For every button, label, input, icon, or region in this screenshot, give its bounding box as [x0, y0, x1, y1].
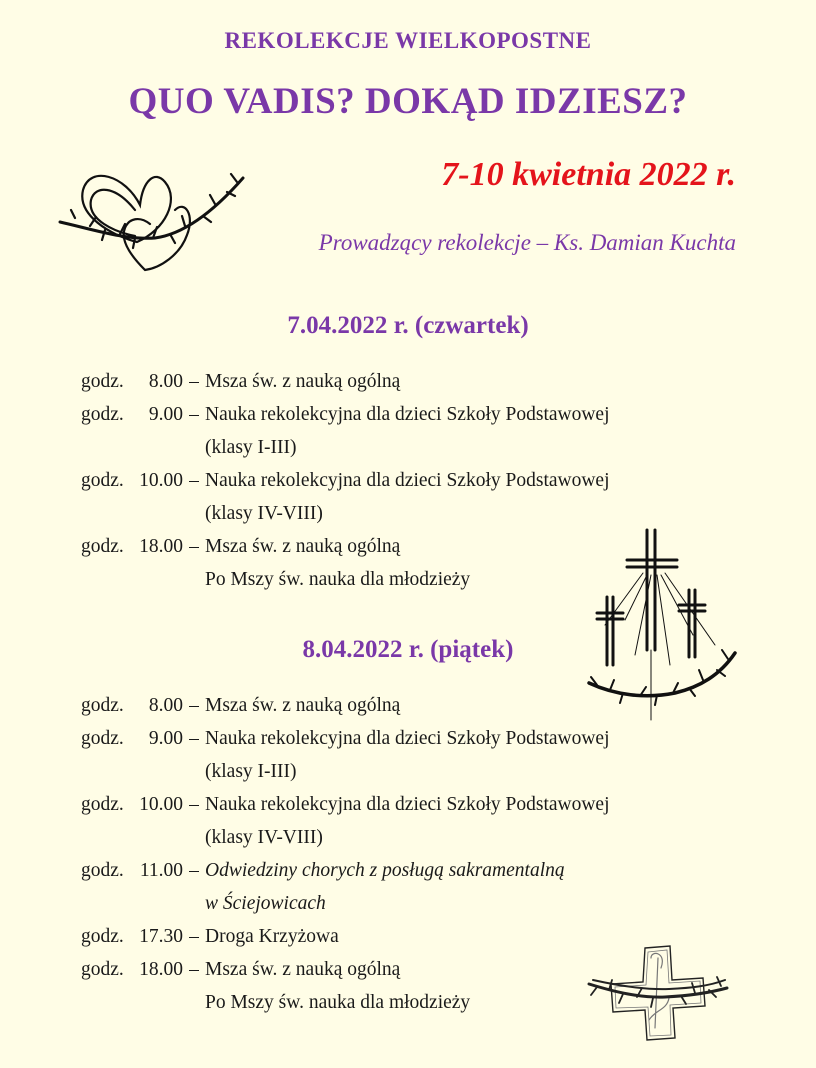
entry-time: 9.00	[148, 728, 183, 749]
schedule-entry	[81, 467, 701, 500]
subtitle: REKOLEKCJE WIELKOPOSTNE	[224, 28, 592, 53]
entry-time: 17.30	[139, 926, 183, 947]
entry-time: 8.00	[148, 371, 183, 392]
schedule-entry	[81, 401, 701, 434]
hour-prefix: godz.	[81, 860, 124, 881]
entry-dash: –	[189, 371, 199, 392]
date-range: 7-10 kwietnia 2022 r.	[441, 156, 736, 193]
hour-prefix: godz.	[81, 470, 124, 491]
schedule-entry-continuation	[81, 434, 701, 467]
entry-time: 9.00	[148, 404, 183, 425]
entry-description: Msza św. z nauką ogólną	[205, 536, 401, 557]
entry-time: 10.00	[139, 470, 183, 491]
entry-dash: –	[189, 926, 199, 947]
entry-description: Nauka rekolekcyjna dla dzieci Szkoły Podstawowej	[205, 404, 610, 425]
cross-with-thorns-icon	[585, 940, 730, 1045]
entry-description: Droga Krzyżowa	[205, 926, 339, 947]
entry-dash: –	[189, 470, 199, 491]
entry-description: Po Mszy św. nauka dla młodzieży	[205, 569, 471, 590]
entry-dash: –	[189, 536, 199, 557]
schedule-entry	[81, 692, 701, 725]
entry-dash: –	[189, 860, 199, 881]
schedule-entry	[81, 791, 701, 824]
entry-dash: –	[189, 794, 199, 815]
heart-with-thorns-icon	[55, 160, 250, 280]
schedule-entry-continuation	[81, 758, 701, 791]
entry-dash: –	[189, 728, 199, 749]
hour-prefix: godz.	[81, 728, 124, 749]
hour-prefix: godz.	[81, 695, 124, 716]
retreat-leader: Prowadzący rekolekcje – Ks. Damian Kuchta	[318, 230, 736, 255]
schedule-entry-continuation	[81, 890, 701, 923]
entry-dash: –	[189, 404, 199, 425]
entry-time: 8.00	[148, 695, 183, 716]
entry-description: Po Mszy św. nauka dla młodzieży	[205, 992, 471, 1013]
hour-prefix: godz.	[81, 536, 124, 557]
entry-dash: –	[189, 695, 199, 716]
hour-prefix: godz.	[81, 794, 124, 815]
schedule-entry	[81, 857, 701, 890]
entry-description: (klasy IV-VIII)	[205, 827, 323, 848]
hour-prefix: godz.	[81, 926, 124, 947]
hour-prefix: godz.	[81, 371, 124, 392]
entry-description: Nauka rekolekcyjna dla dzieci Szkoły Podstawowej	[205, 728, 610, 749]
entry-time: 11.00	[139, 860, 183, 881]
entry-time: 18.00	[139, 959, 183, 980]
entry-description: Msza św. z nauką ogólną	[205, 695, 401, 716]
page-title: QUO VADIS? DOKĄD IDZIESZ?	[128, 81, 688, 122]
entry-description: (klasy I-III)	[205, 437, 297, 458]
schedule-entry	[81, 725, 701, 758]
entry-description: Msza św. z nauką ogólną	[205, 371, 401, 392]
day-heading: 7.04.2022 r. (czwartek)	[287, 312, 529, 339]
schedule-entry-continuation	[81, 824, 701, 857]
hour-prefix: godz.	[81, 959, 124, 980]
entry-description: (klasy I-III)	[205, 761, 297, 782]
entry-description: w Ściejowicach	[205, 893, 326, 914]
entry-time: 10.00	[139, 794, 183, 815]
entry-description: Nauka rekolekcyjna dla dzieci Szkoły Podstawowej	[205, 794, 610, 815]
schedule-entry	[81, 368, 701, 401]
entry-dash: –	[189, 959, 199, 980]
entry-description: Msza św. z nauką ogólną	[205, 959, 401, 980]
entry-description: Odwiedziny chorych z posługą sakramentalną	[205, 860, 565, 881]
entry-description: (klasy IV-VIII)	[205, 503, 323, 524]
entry-description: Nauka rekolekcyjna dla dzieci Szkoły Podstawowej	[205, 470, 610, 491]
day-heading: 8.04.2022 r. (piątek)	[302, 636, 514, 663]
hour-prefix: godz.	[81, 404, 124, 425]
entry-time: 18.00	[139, 536, 183, 557]
